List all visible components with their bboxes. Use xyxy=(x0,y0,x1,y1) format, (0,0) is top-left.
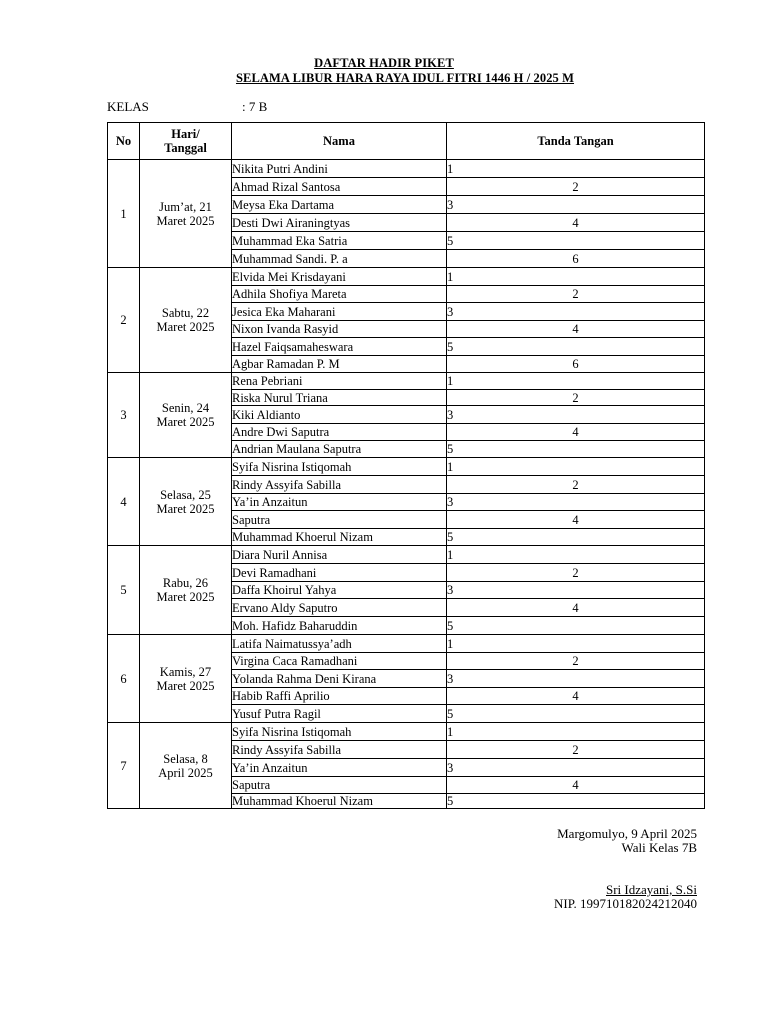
student-name: Saputra xyxy=(232,511,447,529)
group-date-line1: Senin, 24 xyxy=(161,401,210,415)
signature-cell: 4 xyxy=(447,688,705,705)
student-name: Kiki Aldianto xyxy=(232,406,447,424)
signature-cell: 6 xyxy=(447,250,705,268)
signature-cell: 4 xyxy=(447,214,705,232)
group-date-line2: Maret 2025 xyxy=(156,678,215,693)
group-date-line2: Maret 2025 xyxy=(156,415,215,429)
signature-cell: 5 xyxy=(447,794,705,809)
signature-cell: 2 xyxy=(447,741,705,759)
signature-cell: 2 xyxy=(447,390,705,406)
signature-cell: 1 xyxy=(447,546,705,564)
signature-cell: 4 xyxy=(447,777,705,794)
signature-cell: 3 xyxy=(447,406,705,424)
signer-role: Wali Kelas 7B xyxy=(621,840,697,855)
student-name: Ya’in Anzaitun xyxy=(232,759,447,777)
group-date xyxy=(140,458,232,546)
student-name: Adhila Shofiya Mareta xyxy=(232,286,447,303)
table-row xyxy=(108,546,705,564)
header-sign: Tanda Tangan xyxy=(447,123,705,160)
student-name: Habib Raffi Aprilio xyxy=(232,688,447,705)
student-name: Andrian Maulana Saputra xyxy=(232,441,447,458)
header-day xyxy=(140,123,232,160)
document-title: DAFTAR HADIR PIKET xyxy=(314,56,454,70)
table-header-row xyxy=(108,123,705,160)
header-no: No xyxy=(108,123,140,160)
signature-cell: 1 xyxy=(447,373,705,390)
signature-cell: 1 xyxy=(447,723,705,741)
signature-cell: 4 xyxy=(447,599,705,617)
place-date: Margomulyo, 9 April 2025 xyxy=(557,826,697,841)
group-date-line1: Sabtu, 22 xyxy=(161,306,210,320)
student-name: Ya’in Anzaitun xyxy=(232,494,447,511)
signature-cell: 1 xyxy=(447,160,705,178)
signature-cell: 2 xyxy=(447,178,705,196)
signature-cell: 5 xyxy=(447,232,705,250)
group-date-line1: Selasa, 25 xyxy=(160,487,211,502)
signature-cell: 1 xyxy=(447,458,705,476)
student-name: Muhammad Eka Satria xyxy=(232,232,447,250)
student-name: Rindy Assyifa Sabilla xyxy=(232,476,447,494)
group-date-line1: Jum’at, 21 xyxy=(159,199,212,214)
student-name: Diara Nuril Annisa xyxy=(232,546,447,564)
group-date xyxy=(140,723,232,809)
student-name: Muhammad Khoerul Nizam xyxy=(232,794,447,809)
student-name: Elvida Mei Krisdayani xyxy=(232,268,447,286)
signature-cell: 4 xyxy=(447,511,705,529)
group-number: 1 xyxy=(108,160,140,268)
group-date-line1: Rabu, 26 xyxy=(162,576,209,590)
student-name: Moh. Hafidz Baharuddin xyxy=(232,617,447,635)
signature-cell: 3 xyxy=(447,196,705,214)
signature-cell: 3 xyxy=(447,494,705,511)
student-name: Rena Pebriani xyxy=(232,373,447,390)
class-value: : 7 B xyxy=(242,99,268,114)
student-name: Latifa Naimatussya’adh xyxy=(232,635,447,653)
group-date xyxy=(140,546,232,635)
student-name: Nikita Putri Andini xyxy=(232,160,447,178)
student-name: Muhammad Khoerul Nizam xyxy=(232,529,447,546)
signature-cell: 1 xyxy=(447,268,705,286)
student-name: Meysa Eka Dartama xyxy=(232,196,447,214)
signature-cell: 3 xyxy=(447,303,705,321)
signature-cell: 5 xyxy=(447,529,705,546)
signature-cell: 4 xyxy=(447,424,705,441)
signature-cell: 2 xyxy=(447,476,705,494)
student-name: Rindy Assyifa Sabilla xyxy=(232,741,447,759)
signer-name: Sri Idzayani, S.Si xyxy=(606,882,697,897)
signature-cell: 5 xyxy=(447,705,705,723)
student-name: Yusuf Putra Ragil xyxy=(232,705,447,723)
signature-cell: 5 xyxy=(447,617,705,635)
signature-cell: 3 xyxy=(447,582,705,599)
group-date-line1: Kamis, 27 xyxy=(159,664,212,679)
student-name: Agbar Ramadan P. M xyxy=(232,356,447,373)
signature-cell: 5 xyxy=(447,338,705,356)
student-name: Riska Nurul Triana xyxy=(232,390,447,406)
signature-cell: 2 xyxy=(447,564,705,582)
signature-cell: 3 xyxy=(447,759,705,777)
student-name: Syifa Nisrina Istiqomah xyxy=(232,458,447,476)
group-number: 6 xyxy=(108,635,140,723)
group-date-line2: Maret 2025 xyxy=(156,501,215,516)
student-name: Jesica Eka Maharani xyxy=(232,303,447,321)
group-date-line2: Maret 2025 xyxy=(156,590,215,604)
table-row xyxy=(108,723,705,741)
group-number: 7 xyxy=(108,723,140,809)
table-body xyxy=(108,160,705,809)
student-name: Nixon Ivanda Rasyid xyxy=(232,321,447,338)
group-date-line2: April 2025 xyxy=(158,765,213,780)
signature-cell: 3 xyxy=(447,670,705,688)
group-number: 5 xyxy=(108,546,140,635)
student-name: Muhammad Sandi. P. a xyxy=(232,250,447,268)
class-label: KELAS xyxy=(107,99,149,114)
group-date-line1: Selasa, 8 xyxy=(163,751,208,766)
group-number: 4 xyxy=(108,458,140,546)
attendance-table xyxy=(107,122,705,809)
header-day-line2: Tanggal xyxy=(164,141,207,155)
group-number: 2 xyxy=(108,268,140,373)
student-name: Saputra xyxy=(232,777,447,794)
table-row xyxy=(108,635,705,653)
group-number: 3 xyxy=(108,373,140,458)
signature-cell: 1 xyxy=(447,635,705,653)
student-name: Virgina Caca Ramadhani xyxy=(232,653,447,670)
student-name: Hazel Faiqsamaheswara xyxy=(232,338,447,356)
group-date-line2: Maret 2025 xyxy=(156,213,215,228)
signature-cell: 2 xyxy=(447,286,705,303)
student-name: Daffa Khoirul Yahya xyxy=(232,582,447,599)
table-row xyxy=(108,160,705,178)
header-day-line1: Hari/ xyxy=(171,127,200,141)
header-name: Nama xyxy=(232,123,447,160)
student-name: Devi Ramadhani xyxy=(232,564,447,582)
student-name: Andre Dwi Saputra xyxy=(232,424,447,441)
student-name: Ahmad Rizal Santosa xyxy=(232,178,447,196)
student-name: Desti Dwi Airaningtyas xyxy=(232,214,447,232)
group-date xyxy=(140,268,232,373)
signature-cell: 6 xyxy=(447,356,705,373)
signer-nip: NIP. 199710182024212040 xyxy=(553,896,697,911)
student-name: Syifa Nisrina Istiqomah xyxy=(232,723,447,741)
group-date xyxy=(140,373,232,458)
group-date xyxy=(140,635,232,723)
signature-cell: 5 xyxy=(447,441,705,458)
student-name: Yolanda Rahma Deni Kirana xyxy=(232,670,447,688)
table-row xyxy=(108,373,705,390)
group-date xyxy=(140,160,232,268)
document-subtitle: SELAMA LIBUR HARA RAYA IDUL FITRI 1446 H / 2025 M xyxy=(235,71,575,85)
table-row xyxy=(108,458,705,476)
table-row xyxy=(108,268,705,286)
student-name: Ervano Aldy Saputro xyxy=(232,599,447,617)
signature-cell: 2 xyxy=(447,653,705,670)
signature-cell: 4 xyxy=(447,321,705,338)
group-date-line2: Maret 2025 xyxy=(156,320,215,334)
